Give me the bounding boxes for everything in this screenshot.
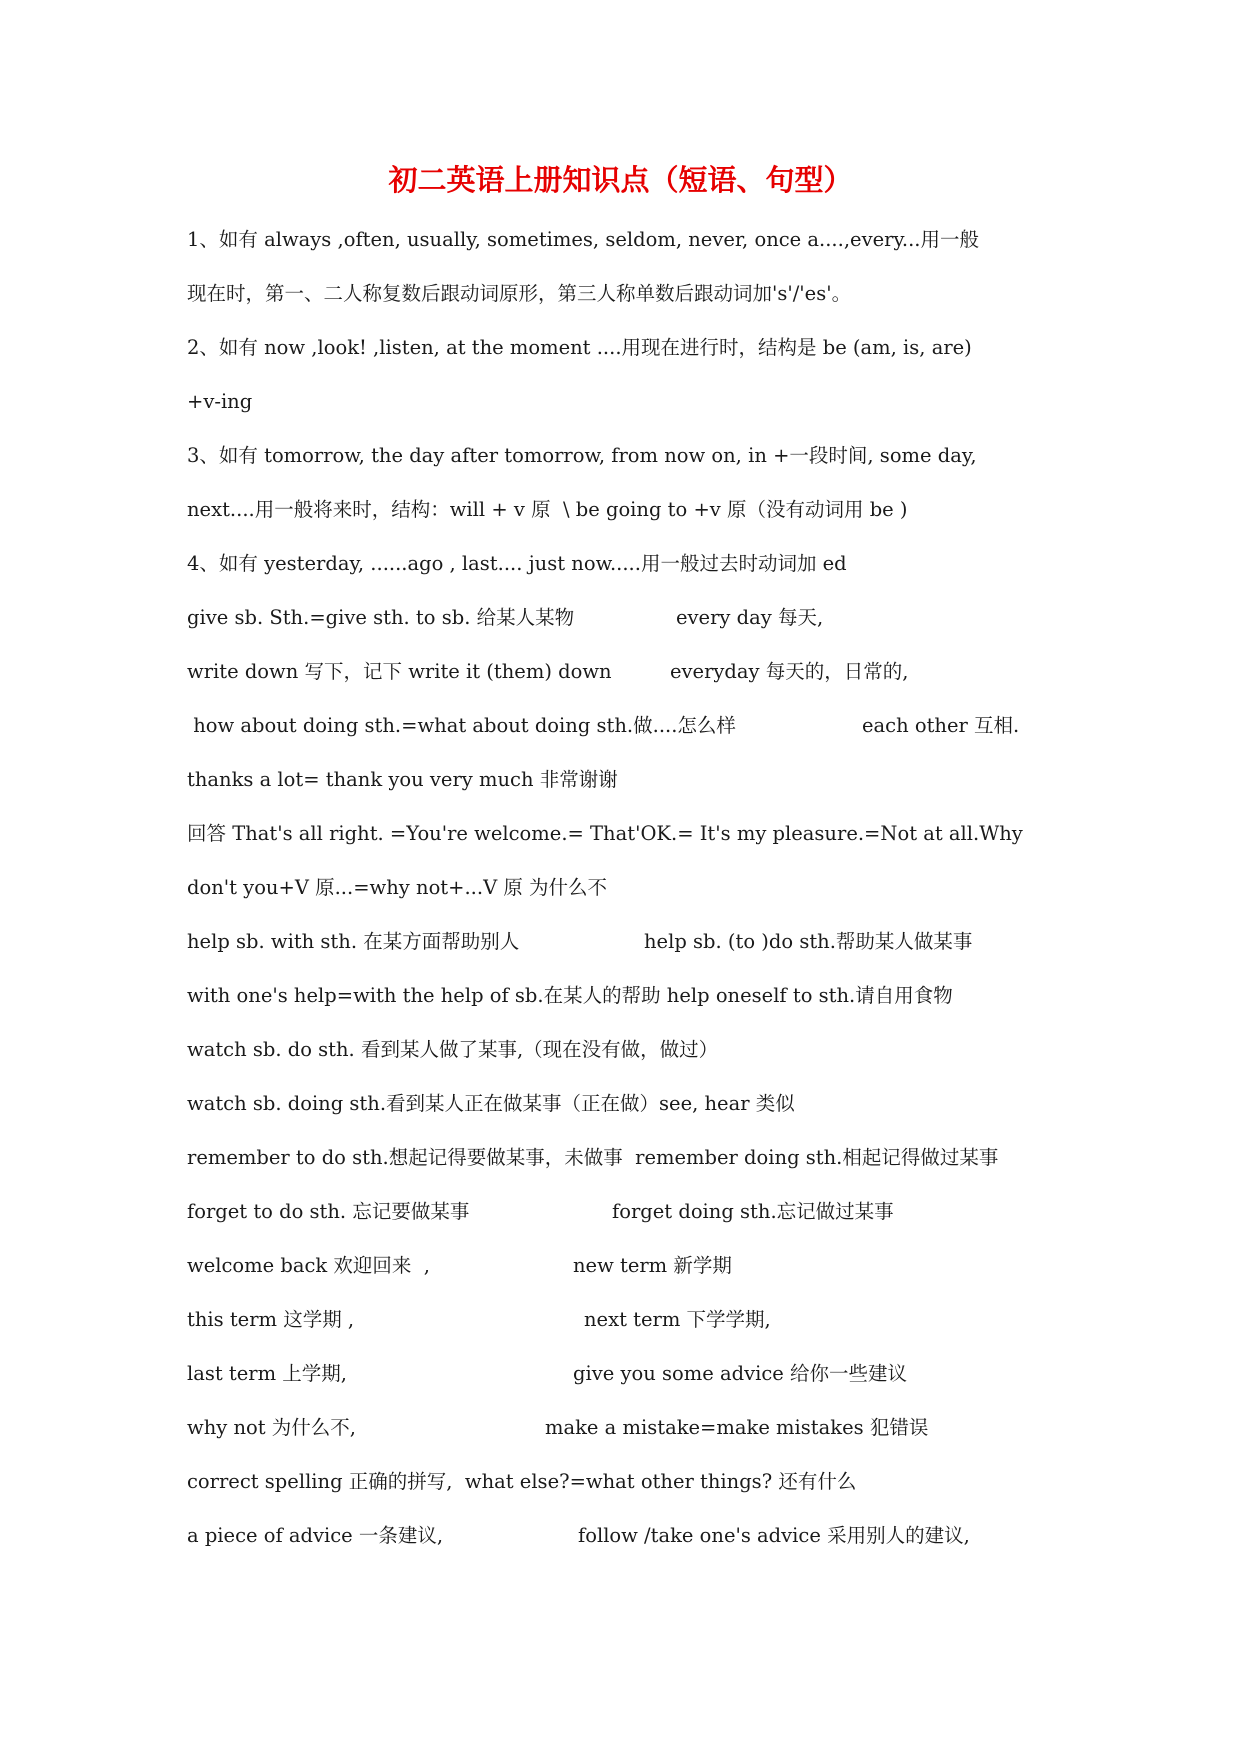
phrase-right: everyday 每天的，日常的, (670, 660, 909, 683)
text-line: next....用一般将来时，结构：will + v 原 \ be going to +v 原（没有动词用 be ) (187, 498, 908, 521)
phrase-left: help sb. with sth. 在某方面帮助别人 (187, 930, 520, 953)
phrase-left: how about doing sth.=what about doing sth.做....怎么样 (187, 714, 736, 737)
text-line: watch sb. do sth. 看到某人做了某事,（现在没有做，做过） (187, 1038, 719, 1061)
text-line: 2、如有 now ,look! ,listen, at the moment ....用现在进行时，结构是 be (am, is, are) (187, 336, 972, 359)
text-line: watch sb. doing sth.看到某人正在做某事（正在做）see, hear 类似 (187, 1092, 795, 1115)
phrase-left: this term 这学期 , (187, 1308, 355, 1331)
phrase-left: why not 为什么不, (187, 1416, 356, 1439)
phrase-right: every day 每天, (676, 606, 824, 629)
phrase-left: forget to do sth. 忘记要做某事 (187, 1200, 470, 1223)
phrase-left: a piece of advice 一条建议, (187, 1524, 444, 1547)
text-line: 现在时，第一、二人称复数后跟动词原形，第三人称单数后跟动词加's'/'es'。 (187, 282, 852, 305)
phrase-right: each other 互相. (862, 714, 1020, 737)
text-line: remember to do sth.想起记得要做某事，未做事 remember doing sth.相起记得做过某事 (187, 1146, 999, 1169)
phrase-left: welcome back 欢迎回来 , (187, 1254, 430, 1277)
text-line: don't you+V 原...=why not+...V 原 为什么不 (187, 876, 608, 899)
phrase-left: write down 写下，记下 write it (them) down (187, 660, 612, 683)
text-line: 3、如有 tomorrow, the day after tomorrow, from now on, in +一段时间, some day, (187, 444, 977, 467)
text-line: +v-ing (187, 390, 253, 413)
text-line: with one's help=with the help of sb.在某人的帮助 help oneself to sth.请自用食物 (187, 984, 953, 1007)
phrase-right: help sb. (to )do sth.帮助某人做某事 (644, 930, 973, 953)
text-line: correct spelling 正确的拼写, what else?=what other things? 还有什么 (187, 1470, 857, 1493)
phrase-left: last term 上学期, (187, 1362, 347, 1385)
phrase-right: give you some advice 给你一些建议 (573, 1362, 907, 1385)
phrase-right: forget doing sth.忘记做过某事 (612, 1200, 894, 1223)
text-line: 回答 That's all right. =You're welcome.= That'OK.= It's my pleasure.=Not at all.Why (187, 822, 1023, 845)
text-line: 4、如有 yesterday, ......ago , last.... just now.....用一般过去时动词加 ed (187, 552, 847, 575)
phrase-right: next term 下学学期, (584, 1308, 771, 1331)
phrase-right: make a mistake=make mistakes 犯错误 (545, 1416, 929, 1439)
phrase-right: new term 新学期 (573, 1254, 732, 1277)
text-line: thanks a lot= thank you very much 非常谢谢 (187, 768, 618, 791)
text-line: 1、如有 always ,often, usually, sometimes, seldom, never, once a....,every...用一般 (187, 228, 979, 251)
phrase-left: give sb. Sth.=give sth. to sb. 给某人某物 (187, 606, 575, 629)
phrase-right: follow /take one's advice 采用别人的建议, (578, 1524, 970, 1547)
page-title: 初二英语上册知识点（短语、句型） (388, 163, 853, 197)
